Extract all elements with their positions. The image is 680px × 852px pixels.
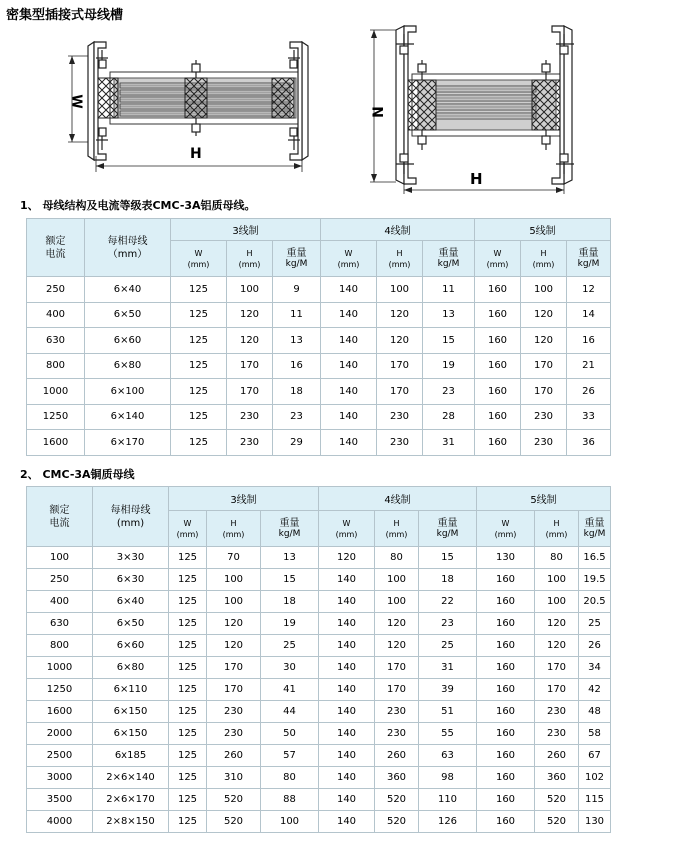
table-cell: 100 [377,277,423,303]
table-cell: 16.5 [579,547,611,569]
table-cell: 125 [171,277,227,303]
table-row [27,353,611,379]
table-cell: 26 [567,379,611,405]
header-rated-current: 额定 电流 [27,487,93,547]
table-cell: 80 [375,547,419,569]
table-cell: 120 [319,547,375,569]
table-cell: 260 [207,745,261,767]
busway-drawing-right [368,24,598,194]
table-cell: 160 [477,679,535,701]
table-cell: 140 [321,379,377,405]
table-cell: 170 [375,679,419,701]
table-cell: 58 [579,723,611,745]
subheader-w: W (mm) [321,241,377,277]
table-cell: 400 [27,302,85,328]
subheader-w: W (mm) [477,511,535,547]
table-row [27,328,611,354]
table-cell: 170 [377,379,423,405]
table-cell: 98 [419,767,477,789]
table-cell: 2×6×140 [93,767,169,789]
table-row [27,767,611,789]
table-cell: 160 [477,613,535,635]
table-cell: 125 [169,701,207,723]
table-cell: 140 [321,302,377,328]
table-cell: 6×140 [85,404,171,430]
table-cell: 6×50 [85,302,171,328]
dimension-label-n: N [370,106,387,118]
table-cell: 100 [207,569,261,591]
table-cell: 34 [579,657,611,679]
table-cell: 125 [169,789,207,811]
table-cell: 26 [579,635,611,657]
table-cell: 170 [377,353,423,379]
table-cell: 520 [375,789,419,811]
table-cell: 3500 [27,789,93,811]
table-cell: 230 [535,701,579,723]
table-cell: 230 [375,701,419,723]
table-row [27,723,611,745]
table-cell: 41 [261,679,319,701]
header-group-5wire: 5线制 [477,487,611,511]
table-cell: 1600 [27,701,93,723]
table-cell: 230 [207,701,261,723]
subheader-weight: 重量 kg/M [567,241,611,277]
aluminum-busbar-table [26,218,611,456]
table-cell: 25 [419,635,477,657]
subheader-w: W (mm) [319,511,375,547]
table-cell: 130 [579,811,611,833]
table-cell: 1600 [27,430,85,456]
table-cell: 520 [535,789,579,811]
table-row [27,789,611,811]
table-row [27,569,611,591]
subheader-weight: 重量 kg/M [261,511,319,547]
table-cell: 360 [535,767,579,789]
table-cell: 170 [207,679,261,701]
table-cell: 120 [535,613,579,635]
table-cell: 230 [227,430,273,456]
table-cell: 70 [207,547,261,569]
table-cell: 13 [423,302,475,328]
table-cell: 140 [319,767,375,789]
dimension-label-w: W [68,94,84,109]
table-cell: 170 [535,657,579,679]
subheader-h: H (mm) [375,511,419,547]
table-cell: 6×100 [85,379,171,405]
table-cell: 31 [423,430,475,456]
table-cell: 160 [475,302,521,328]
header-group-3wire: 3线制 [171,219,321,241]
table-cell: 120 [377,328,423,354]
table-cell: 160 [475,277,521,303]
table-cell: 57 [261,745,319,767]
table-cell: 120 [521,302,567,328]
table-cell: 12 [567,277,611,303]
table-cell: 125 [169,657,207,679]
table-row [27,657,611,679]
table-cell: 2×8×150 [93,811,169,833]
copper-table-body [27,547,611,833]
table-cell: 15 [261,569,319,591]
table-cell: 1000 [27,657,93,679]
table-cell: 18 [261,591,319,613]
table-cell: 160 [477,767,535,789]
table-row [27,635,611,657]
table-cell: 170 [227,379,273,405]
table-cell: 230 [377,404,423,430]
table-row [27,745,611,767]
table-cell: 1250 [27,404,85,430]
table-cell: 160 [477,789,535,811]
table-cell: 630 [27,613,93,635]
busway-section-diagram-left [66,38,316,178]
table-cell: 6×60 [85,328,171,354]
table-cell: 11 [273,302,321,328]
table-cell: 39 [419,679,477,701]
table-cell: 100 [535,569,579,591]
table-cell: 125 [169,745,207,767]
table-cell: 360 [375,767,419,789]
table-cell: 160 [477,569,535,591]
table-row [27,613,611,635]
table-cell: 6×150 [93,701,169,723]
table-cell: 140 [321,430,377,456]
table-cell: 6×60 [93,635,169,657]
table-cell: 630 [27,328,85,354]
table-cell: 160 [475,430,521,456]
table-cell: 18 [273,379,321,405]
table-cell: 140 [321,277,377,303]
table-cell: 140 [319,591,375,613]
table-cell: 250 [27,277,85,303]
table-cell: 102 [579,767,611,789]
table-cell: 33 [567,404,611,430]
table-cell: 6×80 [93,657,169,679]
subheader-w: W (mm) [475,241,521,277]
table-cell: 400 [27,591,93,613]
table-cell: 1250 [27,679,93,701]
table-cell: 120 [375,635,419,657]
table-cell: 250 [27,569,93,591]
table-cell: 160 [475,353,521,379]
table-cell: 230 [521,404,567,430]
table-row [27,591,611,613]
table-cell: 63 [419,745,477,767]
table-cell: 100 [227,277,273,303]
table-cell: 125 [171,302,227,328]
dimension-label-h: H [190,146,202,162]
table-cell: 28 [423,404,475,430]
table-cell: 125 [169,723,207,745]
table-cell: 125 [171,430,227,456]
subheader-h: H (mm) [535,511,579,547]
table-cell: 19 [423,353,475,379]
table-cell: 160 [477,591,535,613]
subheader-w: W (mm) [171,241,227,277]
table-cell: 100 [535,591,579,613]
table-cell: 125 [169,679,207,701]
table-cell: 125 [169,811,207,833]
table-cell: 16 [273,353,321,379]
table-cell: 2500 [27,745,93,767]
table-cell: 230 [375,723,419,745]
table-cell: 160 [477,811,535,833]
copper-busbar-table [26,486,611,833]
table-cell: 88 [261,789,319,811]
table-cell: 67 [579,745,611,767]
table-cell: 260 [375,745,419,767]
table-cell: 19.5 [579,569,611,591]
page-title: 密集型插接式母线槽 [6,8,124,23]
table-cell: 16 [567,328,611,354]
header-group-5wire: 5线制 [475,219,611,241]
table-cell: 4000 [27,811,93,833]
table-cell: 125 [171,379,227,405]
table-cell: 80 [261,767,319,789]
table-cell: 140 [319,613,375,635]
table-cell: 170 [521,379,567,405]
table-cell: 230 [207,723,261,745]
table-row [27,302,611,328]
table-row [27,811,611,833]
table-cell: 125 [169,635,207,657]
table-cell: 230 [521,430,567,456]
header-group-4wire: 4线制 [319,487,477,511]
table-cell: 140 [321,353,377,379]
table-cell: 140 [319,657,375,679]
table-cell: 110 [419,789,477,811]
table-row [27,277,611,303]
table-cell: 800 [27,353,85,379]
subheader-h: H (mm) [227,241,273,277]
table-cell: 120 [377,302,423,328]
table-cell: 800 [27,635,93,657]
table-cell: 100 [375,591,419,613]
table-cell: 230 [377,430,423,456]
table-cell: 140 [319,745,375,767]
table-cell: 160 [475,404,521,430]
header-bar-per-phase: 每相母线 （mm） [85,219,171,277]
table-cell: 230 [535,723,579,745]
table-cell: 160 [477,745,535,767]
table-cell: 22 [419,591,477,613]
table-cell: 120 [207,613,261,635]
table-cell: 230 [227,404,273,430]
section2-heading: 2、 CMC-3A铜质母线 [20,468,135,481]
table-cell: 13 [273,328,321,354]
table-cell: 160 [477,701,535,723]
table-cell: 310 [207,767,261,789]
table-cell: 120 [207,635,261,657]
table-cell: 1000 [27,379,85,405]
table-cell: 9 [273,277,321,303]
subheader-w: W (mm) [169,511,207,547]
table-cell: 3×30 [93,547,169,569]
table-cell: 160 [477,635,535,657]
table-cell: 6×80 [85,353,171,379]
table-cell: 170 [521,353,567,379]
table-cell: 6×30 [93,569,169,591]
table-cell: 23 [419,613,477,635]
table-cell: 2×6×170 [93,789,169,811]
table-cell: 140 [321,404,377,430]
table-cell: 6×110 [93,679,169,701]
table-cell: 25 [579,613,611,635]
table-cell: 44 [261,701,319,723]
table-cell: 21 [567,353,611,379]
table-cell: 120 [227,302,273,328]
table-cell: 100 [27,547,93,569]
table-cell: 6×50 [93,613,169,635]
table-cell: 18 [419,569,477,591]
subheader-weight: 重量 kg/M [579,511,611,547]
table-cell: 51 [419,701,477,723]
table-cell: 2000 [27,723,93,745]
table-cell: 125 [171,328,227,354]
table-cell: 125 [171,353,227,379]
table-cell: 520 [207,789,261,811]
table-cell: 120 [535,635,579,657]
table-cell: 140 [319,789,375,811]
table-cell: 115 [579,789,611,811]
table-cell: 160 [475,379,521,405]
table-cell: 170 [207,657,261,679]
header-bar-per-phase: 每相母线 (mm) [93,487,169,547]
table-cell: 120 [521,328,567,354]
table-cell: 160 [477,723,535,745]
table-cell: 42 [579,679,611,701]
table-cell: 14 [567,302,611,328]
table-cell: 125 [171,404,227,430]
section1-heading: 1、 母线结构及电流等级表CMC-3A铝质母线。 [20,199,256,212]
subheader-h: H (mm) [207,511,261,547]
table-cell: 520 [375,811,419,833]
table-cell: 20.5 [579,591,611,613]
table-cell: 120 [227,328,273,354]
table-cell: 160 [477,657,535,679]
table-cell: 170 [227,353,273,379]
table-cell: 48 [579,701,611,723]
table-cell: 19 [261,613,319,635]
table-cell: 23 [423,379,475,405]
table-cell: 6×150 [93,723,169,745]
table-row [27,679,611,701]
table-cell: 125 [169,547,207,569]
subheader-weight: 重量 kg/M [273,241,321,277]
table-cell: 15 [419,547,477,569]
table-cell: 55 [419,723,477,745]
table-row [27,701,611,723]
table-cell: 125 [169,767,207,789]
table-row [27,547,611,569]
table-cell: 6×40 [85,277,171,303]
subheader-h: H (mm) [377,241,423,277]
busway-section-diagram-right [368,24,598,194]
table-cell: 125 [169,591,207,613]
table-cell: 160 [475,328,521,354]
table-cell: 31 [419,657,477,679]
table-cell: 100 [375,569,419,591]
table-cell: 140 [319,701,375,723]
header-group-3wire: 3线制 [169,487,319,511]
table-cell: 13 [261,547,319,569]
table-cell: 6×170 [85,430,171,456]
table-cell: 100 [207,591,261,613]
table-cell: 120 [375,613,419,635]
table-row [27,430,611,456]
table-cell: 6x185 [93,745,169,767]
table-cell: 140 [319,635,375,657]
table-cell: 125 [169,569,207,591]
subheader-h: H (mm) [521,241,567,277]
aluminum-table-body [27,277,611,456]
table-cell: 140 [319,723,375,745]
table-cell: 140 [319,811,375,833]
table-cell: 100 [261,811,319,833]
header-rated-current: 额定 电流 [27,219,85,277]
table-cell: 520 [207,811,261,833]
table-row [27,379,611,405]
subheader-weight: 重量 kg/M [423,241,475,277]
table-cell: 130 [477,547,535,569]
table-cell: 170 [535,679,579,701]
table-cell: 100 [521,277,567,303]
table-cell: 140 [319,569,375,591]
table-cell: 23 [273,404,321,430]
table-cell: 36 [567,430,611,456]
table-cell: 29 [273,430,321,456]
table-cell: 50 [261,723,319,745]
table-cell: 126 [419,811,477,833]
dimension-label-h-right: H [470,170,483,188]
table-cell: 140 [319,679,375,701]
table-cell: 3000 [27,767,93,789]
table-cell: 30 [261,657,319,679]
header-group-4wire: 4线制 [321,219,475,241]
table-cell: 11 [423,277,475,303]
subheader-weight: 重量 kg/M [419,511,477,547]
table-cell: 140 [321,328,377,354]
table-cell: 80 [535,547,579,569]
table-cell: 170 [375,657,419,679]
table-cell: 15 [423,328,475,354]
table-cell: 520 [535,811,579,833]
table-cell: 125 [169,613,207,635]
table-cell: 25 [261,635,319,657]
table-cell: 6×40 [93,591,169,613]
table-cell: 260 [535,745,579,767]
table-row [27,404,611,430]
